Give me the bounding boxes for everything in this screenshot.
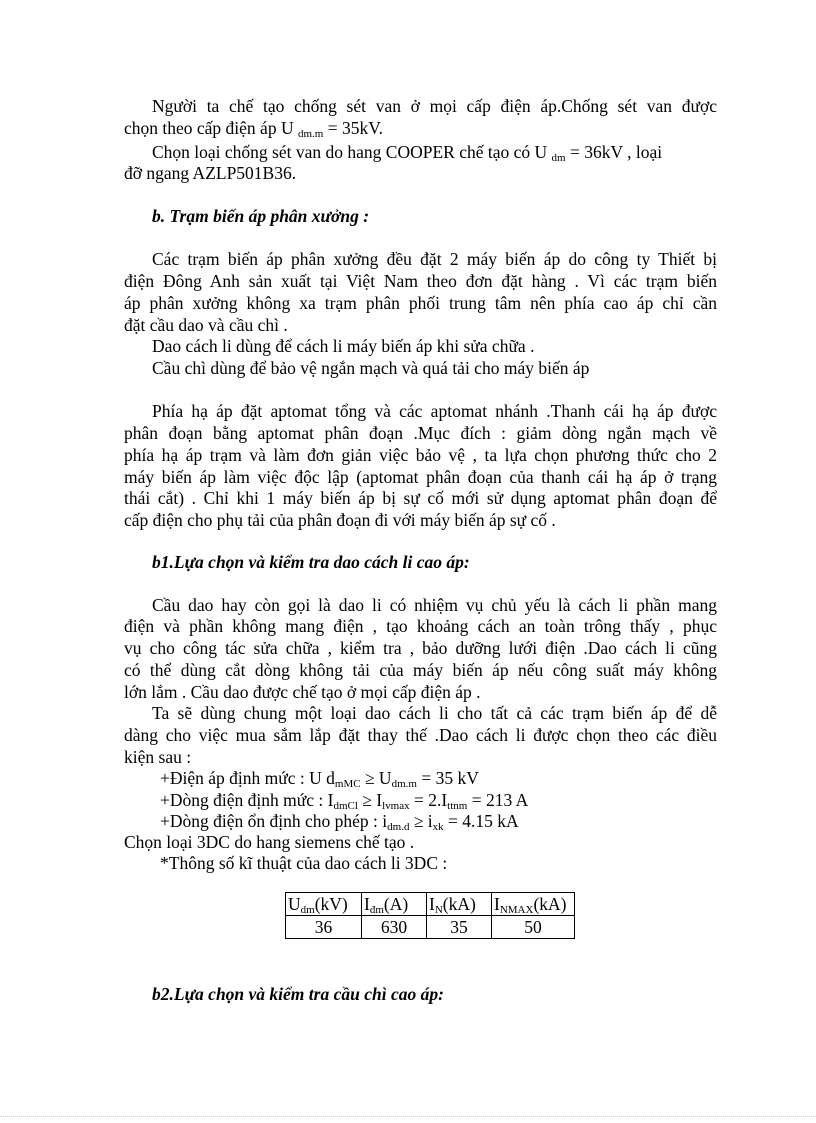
condition-stable-current: +Dòng điện ổn định cho phép : $i_{dm.d} \ge i_{xk} = 4.15$ kA: [160, 811, 519, 833]
section-heading: b1.Lựa chọn và kiểm tra dao cách li cao áp:: [152, 552, 470, 572]
section-heading: b2.Lựa chọn và kiểm tra cầu chì cao áp:: [152, 984, 444, 1004]
text-line: phân đoạn bằng aptomat phân đoạn .Mục đích : giảm dòng ngắn mạch về: [124, 423, 717, 443]
text-line: Người ta chế tạo chống sét van ở mọi cấp điện áp.Chống sét van được: [152, 96, 717, 116]
text-line: Các trạm biến áp phân xưởng đều đặt 2 máy biến áp do công ty Thiết bị: [152, 249, 717, 269]
text-line: Cầu chì dùng để bảo vệ ngắn mạch và quá tải cho máy biến áp: [152, 358, 590, 378]
table-header-cell: $I_N(kA)$: [427, 893, 492, 916]
spec-title: *Thông số kĩ thuật của dao cách li 3DC :: [160, 853, 448, 873]
text-line: vụ cho công tác sửa chữa , kiểm tra , bảo dưỡng lưới điện .Dao cách li cũng: [124, 638, 717, 658]
spec-table: [285, 892, 575, 939]
text-line: phía hạ áp trạm và làm đơn giản việc bảo vệ , ta lựa chọn phương thức cho 2: [124, 445, 717, 465]
text-line: Phía hạ áp đặt aptomat tổng và các aptomat nhánh .Thanh cái hạ áp được: [152, 401, 717, 421]
text-line: áp phân xưởng không xa trạm phân phối trung tâm nên phía cao áp chỉ cần: [124, 293, 717, 313]
footer-divider: [0, 1116, 816, 1117]
text-line: điện và phần không mang điện , tạo khoảng cách an toàn trông thấy , phục: [124, 616, 717, 636]
condition-current: +Dòng điện định mức : $I_{dmCl} \ge I_{lvmax} = 2.I_{ttnm} = 213$ A: [160, 790, 529, 812]
text-line: máy biến áp làm việc độc lập (aptomat phân đoạn của thanh cái hạ áp ở trạng: [124, 467, 717, 487]
text-line: Ta sẽ dùng chung một loại dao cách li cho tất cả các trạm biến áp để dễ: [152, 703, 717, 723]
text-line: đỡ ngang AZLP501B36.: [124, 163, 297, 183]
text-line: Chọn loại chống sét van do hang COOPER chế tạo có U $_{dm}$ = 36kV , loại: [152, 142, 663, 164]
condition-voltage: +Điện áp định mức : U $d_{mMC} \ge U_{dm.m} = 35$ kV: [160, 768, 479, 790]
text-line: kiện sau :: [124, 747, 192, 767]
text-line: chọn theo cấp điện áp U $_{dm.m}$ = 35kV.: [124, 118, 383, 140]
table-cell: 36: [286, 916, 362, 939]
text-line: Cầu dao hay còn gọi là dao li có nhiệm vụ chủ yếu là cách li phần mang: [152, 595, 717, 615]
table-header-row: [286, 893, 575, 916]
text-line: Chọn loại 3DC do hang siemens chế tạo .: [124, 832, 415, 852]
table-cell: 35: [427, 916, 492, 939]
text-line: thái cắt) . Chỉ khi 1 máy biến áp bị sự cố mới sử dụng aptomat phân đoạn để: [124, 488, 717, 508]
table-header-cell: $I_{đm}(A)$: [362, 893, 427, 916]
text-line: dàng cho việc mua sắm lắp đặt thay thế .Dao cách li được chọn theo các điều: [124, 725, 717, 745]
text-line: có thể dùng cắt dòng không tải của máy biến áp nếu công suất máy không: [124, 660, 717, 680]
table-cell: 50: [492, 916, 575, 939]
table-header-cell: $U_{dm}(kV)$: [286, 893, 362, 916]
table-row: [286, 916, 575, 939]
text-line: cấp điện cho phụ tải của phân đoạn đi với máy biến áp sự cố .: [124, 510, 556, 530]
text-line: điện Đông Anh sản xuất tại Việt Nam theo đơn đặt hàng . Vì các trạm biến: [124, 271, 717, 291]
section-heading: b. Trạm biến áp phân xưởng :: [152, 206, 370, 226]
text-line: lớn lắm . Cầu dao được chế tạo ở mọi cấp điện áp .: [124, 682, 481, 702]
text-line: đặt cầu dao và cầu chì .: [124, 315, 288, 335]
table-header-cell: $I_{NMAX}(kA)$: [492, 893, 575, 916]
text-line: Dao cách li dùng để cách li máy biến áp khi sửa chữa .: [152, 336, 535, 356]
table-cell: 630: [362, 916, 427, 939]
